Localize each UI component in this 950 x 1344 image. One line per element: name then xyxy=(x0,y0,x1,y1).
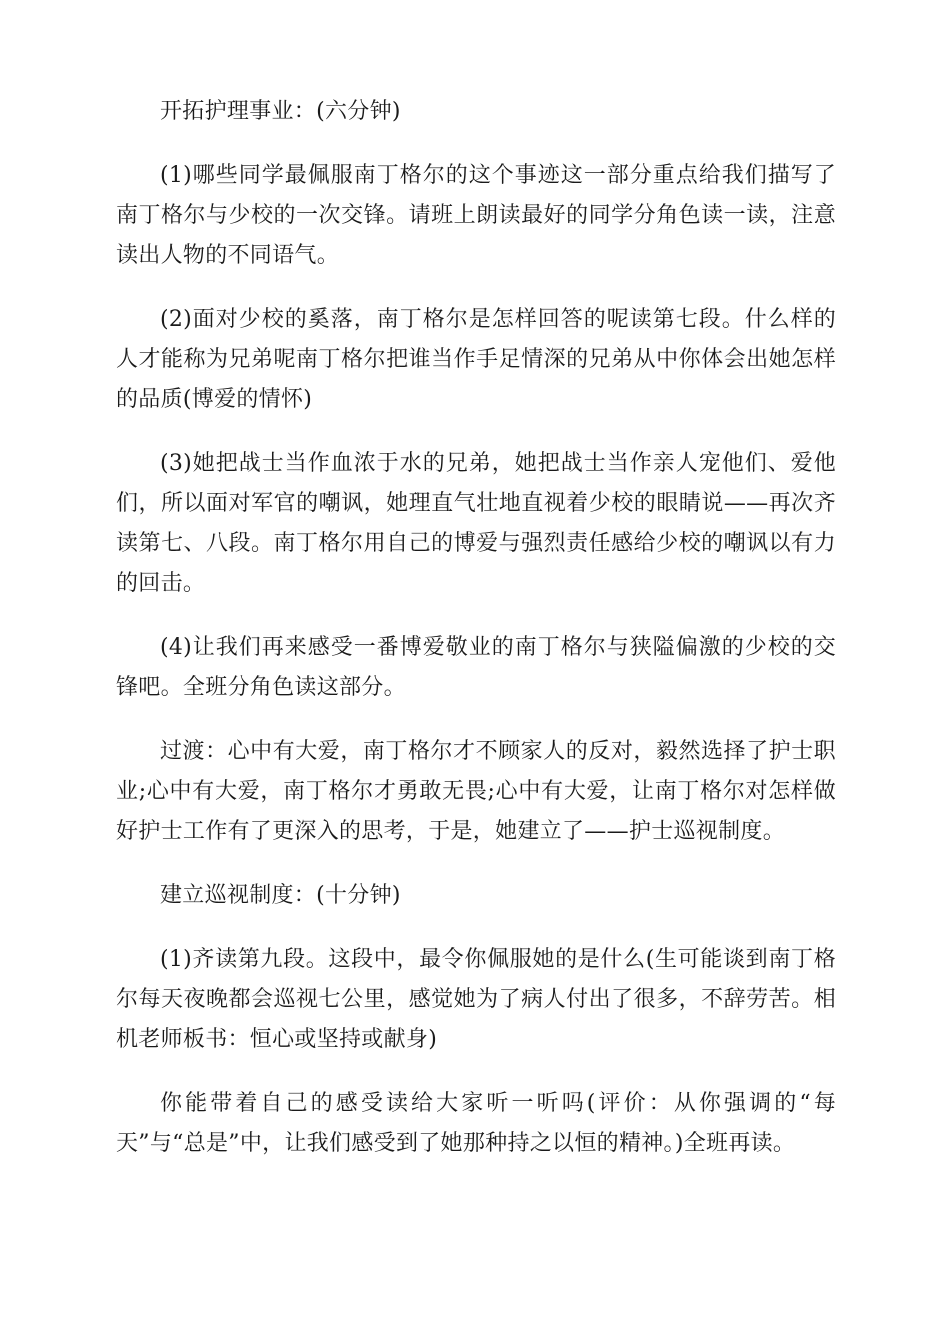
transition-paragraph: 过渡：心中有大爱，南丁格尔才不顾家人的反对，毅然选择了护士职业;心中有大爱，南丁格尔才勇敢无畏;心中有大爱，让南丁格尔对怎样做好护士工作有了更深入的思考，于是，她建立了——护士巡视制度。 xyxy=(116,739,836,844)
section-heading-patrol: 建立巡视制度：(十分钟) xyxy=(160,883,401,908)
document-body xyxy=(116,92,836,1188)
paragraph-4: (4)让我们再来感受一番博爱敬业的南丁格尔与狭隘偏激的少校的交锋吧。全班分角色读这部分。 xyxy=(116,635,836,700)
section-heading-nursing: 开拓护理事业：(六分钟) xyxy=(160,99,401,124)
paragraph-6: 你能带着自己的感受读给大家听一听吗(评价：从你强调的“每天”与“总是”中，让我们感受到了她那种持之以恒的精神。)全班再读。 xyxy=(116,1091,836,1156)
paragraph-1: (1)哪些同学最佩服南丁格尔的这个事迹这一部分重点给我们描写了南丁格尔与少校的一次交锋。请班上朗读最好的同学分角色读一读，注意读出人物的不同语气。 xyxy=(116,163,836,268)
paragraph-5: (1)齐读第九段。这段中，最令你佩服她的是什么(生可能谈到南丁格尔每天夜晚都会巡视七公里，感觉她为了病人付出了很多，不辞劳苦。相机老师板书：恒心或坚持或献身) xyxy=(116,947,836,1052)
paragraph-2: (2)面对少校的奚落，南丁格尔是怎样回答的呢读第七段。什么样的人才能称为兄弟呢南丁格尔把谁当作手足情深的兄弟从中你体会出她怎样的品质(博爱的情怀) xyxy=(116,307,836,412)
paragraph-3: (3)她把战士当作血浓于水的兄弟，她把战士当作亲人宠他们、爱他们，所以面对军官的嘲讽，她理直气壮地直视着少校的眼睛说——再次齐读第七、八段。南丁格尔用自己的博爱与强烈责任感给少校的嘲讽以有力的回击。 xyxy=(116,451,836,596)
